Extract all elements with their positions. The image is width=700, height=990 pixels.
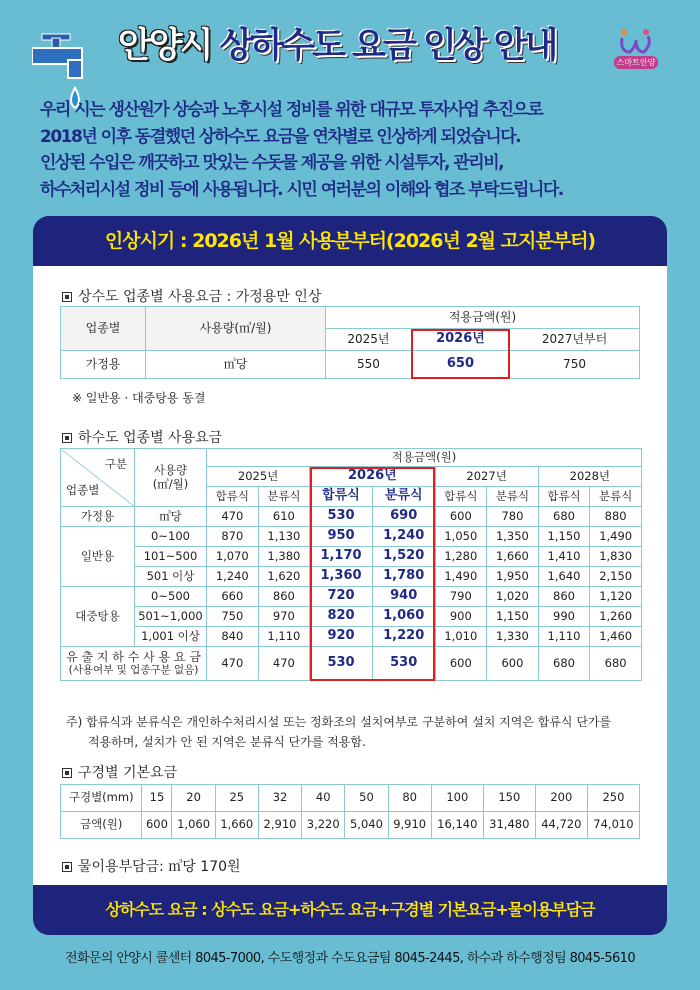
subheader-cell: 분류식: [590, 487, 642, 507]
levy-heading: [62, 856, 241, 876]
intro-line: 하수처리시설 정비 등에 사용됩니다. 시민 여러분의 이해와 협조 부탁드립니다.: [40, 179, 563, 200]
value-cell: 1,240: [207, 567, 259, 587]
value-cell: 1,490: [590, 527, 642, 547]
value-cell: 2,150: [590, 567, 642, 587]
value-cell: 650: [411, 351, 509, 379]
note-line: 주) 합류식과 분류식은 개인하수처리시설 또는 정화조의 설치여부로 구분하여 설치 지역은 합류식 단가를: [66, 715, 612, 729]
value-cell: 680: [538, 507, 590, 527]
value-cell: 600: [435, 647, 487, 681]
header-type: 업종별: [66, 482, 100, 497]
group-cell: 대중탕용: [61, 587, 135, 647]
amount-cell: 3,220: [302, 812, 345, 839]
value-cell: 1,060: [372, 607, 435, 627]
groundwater-title: 유 출 지 하 수 사 용 요 금: [66, 649, 201, 664]
intro-line: 2018년 이후 동결했던 상하수도 요금을 연차별로 인상하게 되었습니다.: [40, 126, 521, 147]
subheader-cell: 합류식: [207, 487, 259, 507]
usage-cell: 1,001 이상: [135, 627, 207, 647]
group-cell: 가정용: [61, 507, 135, 527]
value-cell: 600: [435, 507, 487, 527]
value-cell: 1,110: [538, 627, 590, 647]
subheader-cell: 분류식: [258, 487, 310, 507]
value-cell: 720: [310, 587, 373, 607]
table-row: [61, 587, 642, 607]
square-bullet-icon: [62, 862, 72, 872]
usage-cell: ㎥당: [135, 507, 207, 527]
value-cell: 1,780: [372, 567, 435, 587]
value-cell: 690: [372, 507, 435, 527]
amount-cell: 600: [142, 812, 172, 839]
value-cell: 900: [435, 607, 487, 627]
table-row: [61, 627, 642, 647]
sewer-heading-text: 하수도 업종별 사용요금: [78, 430, 223, 446]
value-cell: 1,330: [487, 627, 539, 647]
year-cell: 2025년: [207, 467, 310, 487]
contact-footer: 전화문의 안양시 콜센터 8045-7000, 수도행정과 수도요금팀 8045-2445, 하수과 하수행정팀 8045-5610: [64, 951, 636, 966]
header-usage-unit: (㎥/월): [152, 476, 189, 491]
smart-anyang-logo: [612, 26, 660, 76]
size-cell: 80: [388, 785, 431, 812]
value-cell: 1,070: [207, 547, 259, 567]
note-line: 적용하며, 설치가 안 된 지역은 분류식 단가를 적용함.: [88, 735, 366, 749]
value-cell: 600: [487, 647, 539, 681]
value-cell: 1,520: [372, 547, 435, 567]
value-cell: 470: [207, 507, 259, 527]
header-cell: 업종별: [61, 307, 146, 351]
value-cell: 1,950: [487, 567, 539, 587]
size-cell: 25: [215, 785, 258, 812]
value-cell: 1,010: [435, 627, 487, 647]
formula-banner: 상하수도 요금 : 상수도 요금+하수도 요금+구경별 기본요금+물이용부담금: [33, 885, 667, 935]
size-cell: 200: [535, 785, 587, 812]
value-cell: 1,660: [487, 547, 539, 567]
amount-cell: 5,040: [345, 812, 388, 839]
value-cell: 1,050: [435, 527, 487, 547]
water-rate-table: [60, 306, 640, 379]
amount-cell: 2,910: [258, 812, 301, 839]
amount-cell: 9,910: [388, 812, 431, 839]
value-cell: 610: [258, 507, 310, 527]
value-cell: 1,020: [487, 587, 539, 607]
page-title: [118, 24, 555, 68]
base-rate-table: [60, 784, 640, 839]
value-cell: 750: [510, 351, 640, 379]
value-cell: 1,640: [538, 567, 590, 587]
usage-cell: 501 이상: [135, 567, 207, 587]
value-cell: 1,120: [590, 587, 642, 607]
table-row: [61, 547, 642, 567]
value-cell: 1,830: [590, 547, 642, 567]
subheader-cell: 분류식: [372, 487, 435, 507]
year-cell: 2026년: [411, 329, 509, 351]
header-div: 구분: [104, 457, 127, 472]
value-cell: 1,380: [258, 547, 310, 567]
intro-text: [40, 97, 670, 203]
table-row: [61, 527, 642, 547]
value-cell: 1,280: [435, 547, 487, 567]
value-cell: 530: [310, 647, 373, 681]
value-cell: 550: [326, 351, 412, 379]
value-cell: 1,130: [258, 527, 310, 547]
groundwater-sub: (사용여부 및 업종구분 없음): [68, 664, 199, 677]
value-cell: 820: [310, 607, 373, 627]
value-cell: 790: [435, 587, 487, 607]
type-cell: 가정용: [61, 351, 146, 379]
usage-cell: 0~500: [135, 587, 207, 607]
groundwater-label: [61, 647, 207, 681]
sewer-heading: [62, 427, 222, 447]
title-main: 상하수도 요금 인상 안내: [219, 26, 556, 66]
value-cell: 840: [207, 627, 259, 647]
size-cell: 150: [483, 785, 535, 812]
logo-text: 스마트안양: [614, 56, 659, 69]
value-cell: 1,150: [538, 527, 590, 547]
value-cell: 1,240: [372, 527, 435, 547]
water-heading-text: 상수도 업종별 사용요금 : 가정용만 인상: [78, 289, 322, 305]
group-cell: 일반용: [61, 527, 135, 587]
value-cell: 920: [310, 627, 373, 647]
value-cell: 680: [538, 647, 590, 681]
value-cell: 880: [590, 507, 642, 527]
water-heading: [62, 286, 321, 306]
value-cell: 1,350: [487, 527, 539, 547]
header-usage: 사용량: [153, 463, 188, 478]
value-cell: 940: [372, 587, 435, 607]
square-bullet-icon: [62, 433, 72, 443]
subheader-cell: 합류식: [538, 487, 590, 507]
value-cell: 1,170: [310, 547, 373, 567]
increase-period-banner: 인상시기 : 2026년 1월 사용분부터(2026년 2월 고지분부터): [33, 216, 667, 266]
value-cell: 1,460: [590, 627, 642, 647]
size-cell: 50: [345, 785, 388, 812]
usage-cell: ㎥당: [146, 351, 326, 379]
subheader-cell: 합류식: [435, 487, 487, 507]
value-cell: 780: [487, 507, 539, 527]
square-bullet-icon: [62, 768, 72, 778]
header-cell: 적용금액(원): [326, 307, 640, 329]
base-heading: [62, 762, 177, 782]
table-row: [61, 507, 642, 527]
value-cell: 1,360: [310, 567, 373, 587]
table-row: [61, 607, 642, 627]
water-note: ※ 일반용 · 대중탕용 동결: [72, 391, 206, 405]
value-cell: 470: [207, 647, 259, 681]
usage-cell: 101~500: [135, 547, 207, 567]
year-cell: 2025년: [326, 329, 412, 351]
size-cell: 250: [587, 785, 639, 812]
title-city: 안양시: [118, 26, 211, 66]
size-cell: 32: [258, 785, 301, 812]
value-cell: 1,490: [435, 567, 487, 587]
diagonal-header: [61, 449, 135, 507]
value-cell: 680: [590, 647, 642, 681]
value-cell: 1,260: [590, 607, 642, 627]
size-cell: 20: [172, 785, 215, 812]
table-row: [61, 647, 642, 681]
sewer-rate-table: [60, 448, 642, 681]
usage-cell: 501~1,000: [135, 607, 207, 627]
amount-cell: 1,660: [215, 812, 258, 839]
base-heading-text: 구경별 기본요금: [78, 765, 178, 781]
subheader-cell: 합류식: [310, 487, 373, 507]
header-amount: 적용금액(원): [207, 449, 642, 467]
year-cell: 2027년: [435, 467, 538, 487]
table-row: [61, 567, 642, 587]
amount-cell: 44,720: [535, 812, 587, 839]
value-cell: 1,620: [258, 567, 310, 587]
value-cell: 990: [538, 607, 590, 627]
size-cell: 100: [431, 785, 483, 812]
value-cell: 1,150: [487, 607, 539, 627]
year-cell: 2027년부터: [510, 329, 640, 351]
value-cell: 530: [372, 647, 435, 681]
header-cell: 금액(원): [61, 812, 142, 839]
sewer-note: [66, 712, 611, 752]
value-cell: 750: [207, 607, 259, 627]
year-cell: 2026년: [310, 467, 435, 487]
logo-icon: [616, 26, 656, 56]
value-cell: 1,110: [258, 627, 310, 647]
intro-line: 인상된 수입은 깨끗하고 맛있는 수돗물 제공을 위한 시설투자, 관리비,: [40, 153, 504, 173]
value-cell: 860: [258, 587, 310, 607]
levy-text: 물이용부담금: ㎥당 170원: [78, 859, 241, 875]
usage-cell: 0~100: [135, 527, 207, 547]
value-cell: 470: [258, 647, 310, 681]
value-cell: 860: [538, 587, 590, 607]
amount-cell: 74,010: [587, 812, 639, 839]
intro-line: 우리 시는 생산원가 상승과 노후시설 정비를 위한 대규모 투자사업 추진으로: [40, 100, 543, 120]
size-cell: 15: [142, 785, 172, 812]
year-cell: 2028년: [538, 467, 641, 487]
size-cell: 40: [302, 785, 345, 812]
value-cell: 530: [310, 507, 373, 527]
amount-cell: 16,140: [431, 812, 483, 839]
value-cell: 1,220: [372, 627, 435, 647]
amount-cell: 31,480: [483, 812, 535, 839]
value-cell: 950: [310, 527, 373, 547]
subheader-cell: 분류식: [487, 487, 539, 507]
value-cell: 660: [207, 587, 259, 607]
value-cell: 1,410: [538, 547, 590, 567]
amount-cell: 1,060: [172, 812, 215, 839]
value-cell: 970: [258, 607, 310, 627]
header-cell: 사용량(㎥/월): [146, 307, 326, 351]
header-cell: 구경별(mm): [61, 785, 142, 812]
value-cell: 870: [207, 527, 259, 547]
square-bullet-icon: [62, 292, 72, 302]
